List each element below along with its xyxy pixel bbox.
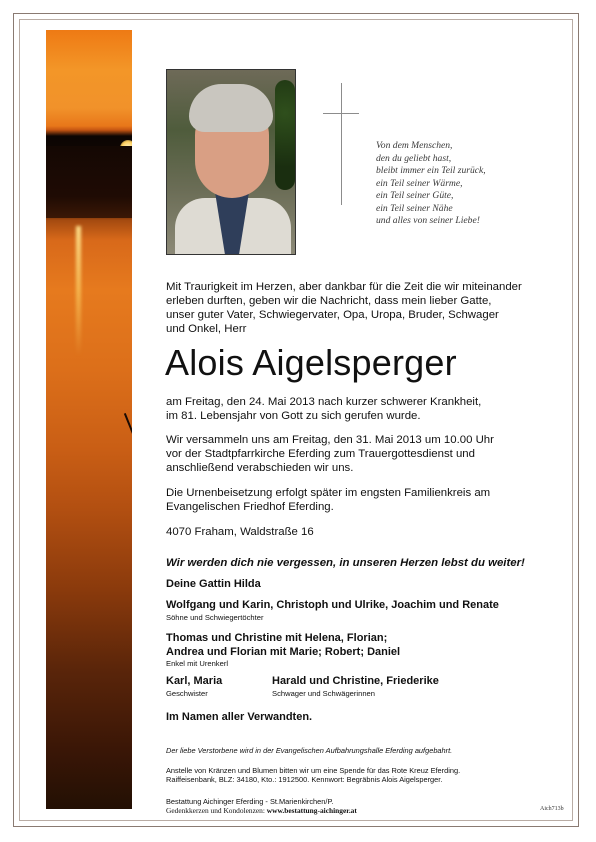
family-wife xyxy=(166,578,566,592)
cross-icon-bar xyxy=(323,113,359,114)
inlaws-names: Harald und Christine, Friederike xyxy=(272,675,439,687)
deceased-name: Alois Aigelsperger xyxy=(165,342,457,383)
service-line: Wir versammeln uns am Freitag, den 31. Mai 2013 um 10.00 Uhr xyxy=(166,434,494,446)
intro-line: unser guter Vater, Schwiegervater, Opa, Uropa, Bruder, Schwager xyxy=(166,309,499,321)
grandchildren-names: Thomas und Christine mit Helena, Florian; xyxy=(166,632,388,644)
family-relatives xyxy=(166,711,566,725)
reed-leaf-shape xyxy=(124,413,132,456)
intro-text xyxy=(166,280,562,336)
inlaws-label: Schwager und Schwägerinnen xyxy=(272,688,376,698)
hair-shape xyxy=(189,84,273,132)
grandchildren-label: Enkel mit Urenkerl xyxy=(166,659,229,668)
motto: Wir werden dich nie vergessen, in unseren Herzen lebst du weiter! xyxy=(166,557,525,569)
intro-line: erleben durften, geben wir die Nachricht, dass mein lieber Gatte, xyxy=(166,295,492,307)
relatives-text: Im Namen aller Verwandten. xyxy=(166,711,313,723)
address: 4070 Fraham, Waldstraße 16 xyxy=(166,526,314,538)
cross-icon xyxy=(341,83,342,205)
condolence-line xyxy=(166,806,357,815)
poem-line: Von dem Menschen, xyxy=(376,140,453,151)
plant-shape xyxy=(275,80,295,190)
service-line: vor der Stadtpfarrkirche Eferding zum Trauergottesdienst und xyxy=(166,448,475,460)
sunset-image xyxy=(46,30,132,809)
donation-notice xyxy=(166,766,460,784)
wife-name: Deine Gattin Hilda xyxy=(166,578,261,590)
family-inlaws xyxy=(272,675,562,698)
children-label: Söhne und Schwiegertöchter xyxy=(166,612,264,622)
urn-line: Evangelischen Friedhof Eferding. xyxy=(166,501,334,513)
service-line: anschließend verabschieden wir uns. xyxy=(166,462,354,474)
poem-line: ein Teil seiner Nähe xyxy=(376,202,453,214)
urn-notice xyxy=(166,486,562,514)
poem-line: und alles von seiner Liebe! xyxy=(376,215,480,226)
service-notice xyxy=(166,433,562,475)
poem xyxy=(376,140,526,228)
family-children xyxy=(166,599,566,622)
poem-line: bleibt immer ein Teil zurück, xyxy=(376,165,486,176)
sun-reflection-shape xyxy=(76,226,81,356)
siblings-label: Geschwister xyxy=(166,688,208,698)
poem-line: den du geliebt hast, xyxy=(376,152,452,164)
death-line: im 81. Lebensjahr von Gott zu sich gerufen wurde. xyxy=(166,410,421,422)
children-names: Wolfgang und Karin, Christoph und Ulrike, Joachim und Renate xyxy=(166,599,499,611)
urn-line: Die Urnenbeisetzung erfolgt später im engsten Familienkreis am xyxy=(166,487,491,499)
family-grandchildren xyxy=(166,632,566,668)
condolence-label: Gedenkkerzen und Kondolenzen: xyxy=(166,806,267,815)
undertaker-name: Bestattung Aichinger Eferding - St.Marienkirchen/P. xyxy=(166,797,334,806)
portrait-photo xyxy=(166,69,296,255)
treeline-shape xyxy=(46,146,132,218)
poem-line: ein Teil seiner Güte, xyxy=(376,190,454,201)
siblings-names: Karl, Maria xyxy=(166,675,223,687)
donation-line: Anstelle von Kränzen und Blumen bitten wir um eine Spende für das Rote Kreuz Eferding. xyxy=(166,766,461,775)
donation-line: Raiffeisenbank, BLZ: 34180, Kto.: 1912500. Kennwort: Begräbnis Alois Aigelsperger. xyxy=(166,775,443,784)
undertaker-info xyxy=(166,797,357,815)
death-notice xyxy=(166,395,562,423)
document-code: Aich713b xyxy=(540,806,564,812)
grandchildren-names: Andrea und Florian mit Marie; Robert; Daniel xyxy=(166,645,401,658)
condolence-link[interactable]: www.bestattung-aichinger.at xyxy=(266,806,357,815)
poem-line: ein Teil seiner Wärme, xyxy=(376,177,463,189)
death-line: am Freitag, den 24. Mai 2013 nach kurzer schwerer Krankheit, xyxy=(166,396,482,408)
intro-line: Mit Traurigkeit im Herzen, aber dankbar für die Zeit die wir miteinander xyxy=(166,281,522,293)
intro-line: und Onkel, Herr xyxy=(166,323,247,335)
laid-out-notice: Der liebe Verstorbene wird in der Evangelischen Aufbahrungshalle Eferding aufgebahrt. xyxy=(166,746,453,755)
